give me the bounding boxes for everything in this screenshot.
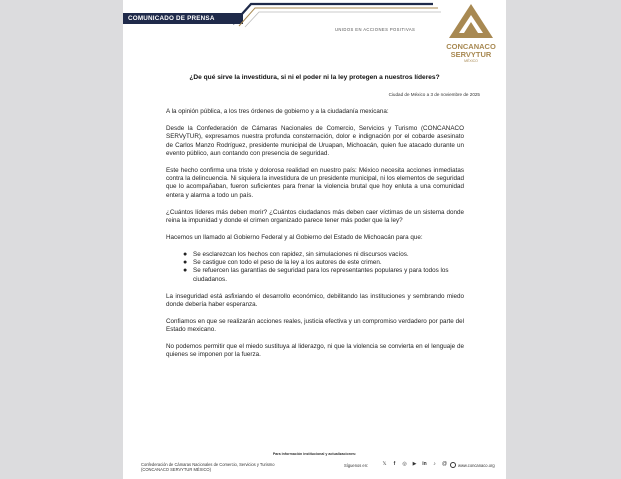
globe-icon: [450, 462, 456, 468]
document-body: [166, 108, 464, 368]
demands-list: [166, 251, 464, 284]
bullet-icon: ●: [183, 258, 188, 266]
instagram-icon[interactable]: ◎: [402, 461, 407, 467]
paragraph: A la opinión pública, a los tres órdenes de gobierno y a la ciudadanía mexicana:: [166, 108, 389, 115]
list-item-text: Se castigue con todo el peso de la ley a los autores de este crimen.: [193, 258, 382, 266]
paragraph: La inseguridad está asfixiando el desarrollo económico, debilitando las instituciones y sembrando miedo donde debería haber esperanza.: [166, 292, 464, 308]
threads-icon[interactable]: @: [441, 461, 448, 467]
list-item: [183, 267, 464, 284]
press-release-page: [123, 0, 506, 479]
social-icons: [381, 461, 448, 468]
paragraph: Desde la Confederación de Cámaras Nacionales de Comercio, Servicios y Turismo (CONCANACO SERVyTUR), expresamos nuestra profunda consternación, dolor e indignación por el cobarde asesinato de Carlos Manzo Rodríguez, presidente municipal de Uruapan, Michoacán, quien fue atacado durante un evento público, aun contando con presencia de seguridad.: [166, 124, 464, 157]
logo-name: CONCANACO: [446, 42, 496, 51]
background-left: [0, 0, 123, 479]
slogan: UNIDOS EN ACCIONES POSITIVAS: [335, 27, 416, 32]
linkedin-icon[interactable]: in: [422, 461, 427, 467]
paragraph: Confiamos en que se realizarán acciones reales, justicia efectiva y un compromiso verdadero por parte del Estado mexicano.: [166, 317, 464, 334]
logo-country: MÉXICO: [464, 59, 478, 63]
press-release-banner: COMUNICADO DE PRENSA: [123, 13, 243, 24]
footer-follow-label: Síguenos en:: [344, 463, 369, 468]
document-date: Ciudad de México a 3 de noviembre de 2025: [388, 92, 480, 97]
paragraph: Hacemos un llamado al Gobierno Federal y al Gobierno del Estado de Michoacán para que:: [166, 233, 423, 241]
paragraph: ¿Cuántos líderes más deben morir? ¿Cuántos ciudadanos más deben caer víctimas de un sistema donde reina la impunidad y donde el crimen organizado parece tener más poder que la ley?: [166, 208, 464, 224]
website-link[interactable]: www.concanaco.org: [458, 463, 495, 468]
footer-org-name: Confederación de Cámaras Nacionales de Comercio, Servicios y Turismo: [141, 462, 275, 467]
document-title: ¿De qué sirve la investidura, si ni el poder ni la ley protegen a nuestros líderes?: [189, 74, 440, 81]
facebook-icon[interactable]: f: [393, 461, 396, 467]
paragraph: No podemos permitir que el miedo sustituya al liderazgo, ni que la violencia se convierta en el lenguaje de quienes se imponen por la fuerza.: [166, 342, 464, 359]
footer-org-short: (CONCANACO SERVYTUR MÉXICO): [141, 467, 211, 473]
tiktok-icon[interactable]: ♪: [433, 461, 436, 467]
bullet-icon: ●: [183, 250, 188, 258]
logo-subname: SERVYTUR: [450, 50, 492, 59]
logo-triangle-icon: [447, 2, 495, 40]
footer-organization: [141, 462, 275, 472]
footer-label: Para información institucional y actualizaciones:: [272, 452, 357, 456]
background-right: [506, 0, 621, 479]
decorative-lines: [223, 0, 453, 28]
list-item-text: Se refuercen las garantías de seguridad para los representantes populares y para todos los ciudadanos.: [193, 267, 449, 283]
list-item-text: Se esclarezcan los hechos con rapidez, sin simulaciones ni discursos vacíos.: [193, 250, 409, 258]
list-item: [183, 258, 464, 267]
concanaco-logo: [439, 2, 503, 63]
bullet-icon: ●: [183, 267, 188, 275]
list-item: [183, 250, 464, 259]
x-icon[interactable]: 𝕏: [382, 461, 387, 467]
youtube-icon[interactable]: ▶: [412, 461, 417, 467]
paragraph: Este hecho confirma una triste y dolorosa realidad en nuestro país: México necesita acciones inmediatas contra la delincuencia. Ni siquiera la investidura de un presidente municipal, ni los elementos de seguridad que lo acompañaban, fueron suficientes para frenar la violencia brutal que hoy enluta a una comunidad entera y alarma a todo un país.: [166, 166, 464, 199]
